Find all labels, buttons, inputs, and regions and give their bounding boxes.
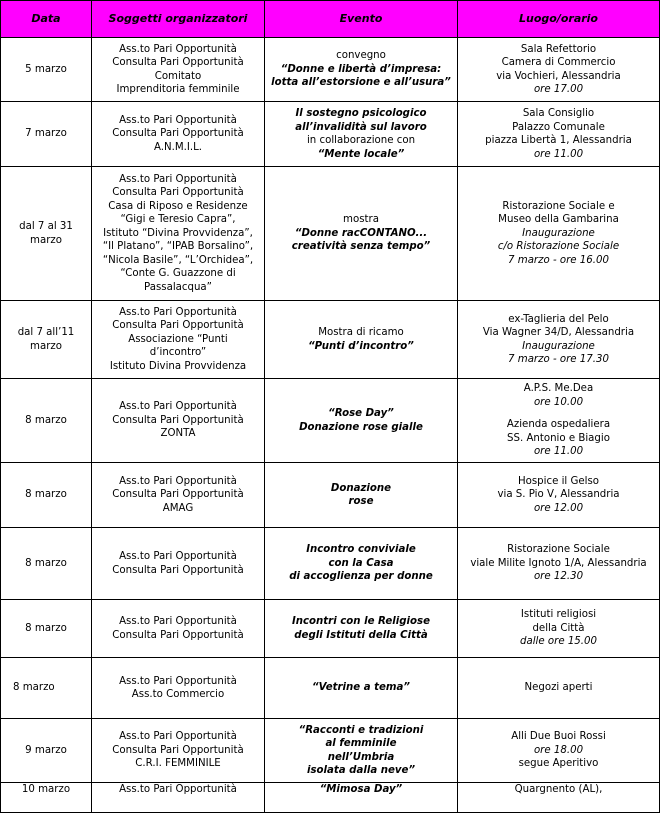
organizers-cell: Ass.to Pari Opportunità Ass.to Commercio: [92, 658, 265, 719]
date-cell: 9 marzo: [1, 719, 92, 783]
place-cell: Negozi aperti: [458, 658, 660, 719]
table-row: [1, 301, 660, 379]
table-row: [1, 379, 660, 463]
place-cell: Hospice il Gelso via S. Pio V, Alessandria ore 12.00: [458, 463, 660, 528]
organizers-cell: Ass.to Pari Opportunità: [92, 783, 265, 813]
event-cell: Mostra di ricamo “Punti d’incontro”: [265, 301, 458, 379]
organizers-cell: Ass.to Pari Opportunità Consulta Pari Opportunità Casa di Riposo e Residenze “Gigi e Teresio Capra”, Istituto “Divina Provvidenza”, “Il Platano”, “IPAB Borsalino”, “Nicola Basile”, “L’Orchidea”, “Conte G. Guazzone di Passalacqua”: [92, 167, 265, 301]
event-cell: mostra “Donne racCONTANO... creatività senza tempo”: [265, 167, 458, 301]
header-date: Data: [1, 1, 92, 38]
organizers-cell: Ass.to Pari Opportunità Consulta Pari Opportunità Associazione “Punti d’incontro” Istituto Divina Provvidenza: [92, 301, 265, 379]
date-cell: 7 marzo: [1, 102, 92, 167]
place-cell: A.P.S. Me.Dea ore 10.00 Azienda ospedaliera SS. Antonio e Biagio ore 11.00: [458, 379, 660, 463]
organizers-cell: Ass.to Pari Opportunità Consulta Pari Opportunità A.N.M.I.L.: [92, 102, 265, 167]
organizers-cell: Ass.to Pari Opportunità Consulta Pari Opportunità C.R.I. FEMMINILE: [92, 719, 265, 783]
place-cell: Ristorazione Sociale viale Milite Ignoto 1/A, Alessandria ore 12.30: [458, 528, 660, 600]
event-cell: Incontro conviviale con la Casa di accoglienza per donne: [265, 528, 458, 600]
organizers-cell: Ass.to Pari Opportunità Consulta Pari Opportunità: [92, 528, 265, 600]
place-cell: Sala Consiglio Palazzo Comunale piazza Libertà 1, Alessandria ore 11.00: [458, 102, 660, 167]
organizers-cell: Ass.to Pari Opportunità Consulta Pari Opportunità Comitato Imprenditoria femminile: [92, 38, 265, 102]
table-row: [1, 658, 660, 719]
event-cell: “Rose Day” Donazione rose gialle: [265, 379, 458, 463]
place-cell: ex-Taglieria del Pelo Via Wagner 34/D, Alessandria Inaugurazione 7 marzo - ore 17.30: [458, 301, 660, 379]
date-cell: 8 marzo: [1, 379, 92, 463]
place-cell: Alli Due Buoi Rossi ore 18.00 segue Aperitivo: [458, 719, 660, 783]
place-cell: Ristorazione Sociale e Museo della Gambarina Inaugurazione c/o Ristorazione Sociale 7 marzo - ore 16.00: [458, 167, 660, 301]
table-row: [1, 463, 660, 528]
event-cell: Donazione rose: [265, 463, 458, 528]
table-row: [1, 38, 660, 102]
date-cell: dal 7 all’11 marzo: [1, 301, 92, 379]
date-cell: dal 7 al 31 marzo: [1, 167, 92, 301]
table-row: [1, 528, 660, 600]
organizers-cell: Ass.to Pari Opportunità Consulta Pari Opportunità: [92, 600, 265, 658]
header-event: Evento: [265, 1, 458, 38]
place-cell: Sala Refettorio Camera di Commercio via Vochieri, Alessandria ore 17.00: [458, 38, 660, 102]
place-cell: Quargnento (AL),: [458, 783, 660, 813]
date-cell: 8 marzo: [1, 658, 92, 719]
organizers-cell: Ass.to Pari Opportunità Consulta Pari Opportunità ZONTA: [92, 379, 265, 463]
event-cell: “Racconti e tradizioni al femminile nell’Umbria isolata dalla neve”: [265, 719, 458, 783]
organizers-cell: Ass.to Pari Opportunità Consulta Pari Opportunità AMAG: [92, 463, 265, 528]
event-cell: convegno “Donne e libertà d’impresa: lotta all’estorsione e all’usura”: [265, 38, 458, 102]
date-cell: 8 marzo: [1, 463, 92, 528]
table-row: [1, 719, 660, 783]
table-row: [1, 783, 660, 813]
date-cell: 8 marzo: [1, 600, 92, 658]
table-row: [1, 600, 660, 658]
date-cell: 10 marzo: [1, 783, 92, 813]
header-row: [1, 1, 660, 38]
place-cell: Istituti religiosi della Città dalle ore 15.00: [458, 600, 660, 658]
event-cell: “Vetrine a tema”: [265, 658, 458, 719]
event-cell: Incontri con le Religiose degli Istituti della Città: [265, 600, 458, 658]
date-cell: 8 marzo: [1, 528, 92, 600]
event-cell: Il sostegno psicologico all’invalidità sul lavoro in collaborazione con “Mente locale”: [265, 102, 458, 167]
header-place-time: Luogo/orario: [458, 1, 660, 38]
table-row: [1, 102, 660, 167]
event-cell: “Mimosa Day”: [265, 783, 458, 813]
date-cell: 5 marzo: [1, 38, 92, 102]
table-row: [1, 167, 660, 301]
header-organizers: Soggetti organizzatori: [92, 1, 265, 38]
